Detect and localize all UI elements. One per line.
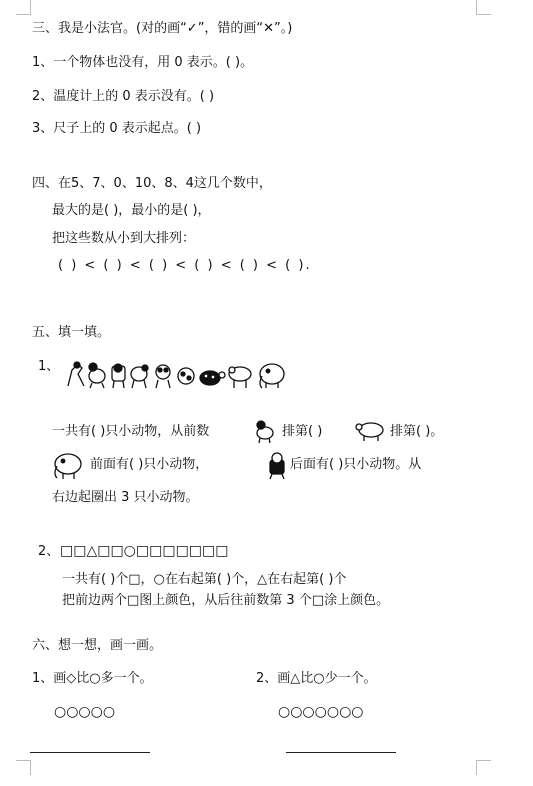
section-4-line-blanks: ( ) < ( ) < ( ) < ( ) < ( ) < ( ). [58,258,312,273]
section-5-question-1-text-d: 前面有( )只小动物， [90,457,209,472]
section-5-question-2-number: 2、 [38,544,60,559]
section-6-question-1: 1、画◇比○多一个。 [32,671,153,686]
section-4-line-max-min: 最大的是( )，最小的是( )， [52,203,211,218]
elephant-picture-inline [50,450,84,480]
section-6-circles-row-1: ○○○○○ [54,704,116,720]
corner-mark-top-right [476,0,491,15]
section-6-question-2: 2、画△比○少一个。 [256,671,377,686]
section-5-question-1-text-f: 右边起圈出 3 只小动物。 [52,490,199,505]
section-3-question-2: 2、温度计上的 0 表示没有。( ) [32,89,215,104]
section-3-title: 三、我是小法官。(对的画“✓”，错的画“✕”。) [32,21,293,36]
corner-mark-bottom-left [16,760,31,775]
section-5-question-2-shapes: □□△□□○□□□□□□□ [60,543,229,559]
animal-row-picture [62,356,292,390]
section-5-question-2-text-a: 一共有( )个□，○在右起第( )个，△在右起第( )个 [62,572,347,587]
answer-line-1 [30,752,150,753]
corner-mark-top-left [16,0,31,15]
sheep-picture-inline [354,420,386,442]
section-6-circles-row-2: ○○○○○○○ [278,704,364,720]
section-4-title: 四、在5、7、0、10、8、4这几个数中， [32,176,272,191]
section-5-question-1-text-c: 排第( )。 [390,424,444,439]
section-5-question-1-text-a: 一共有( )只小动物，从前数 [52,424,210,439]
answer-line-2 [286,752,396,753]
section-6-title: 六、想一想，画一画。 [32,638,163,653]
section-5-question-2-text-b: 把前边两个□图上颜色，从后往前数第 3 个□涂上颜色。 [62,593,390,608]
corner-mark-bottom-right [476,760,491,775]
cat-picture-inline [264,450,290,480]
section-5-question-1-number: 1、 [38,359,60,374]
section-4-line-order: 把这些数从小到大排列： [52,231,196,246]
dog-picture-inline [252,418,278,444]
section-5-question-1-text-b: 排第( ) [282,424,323,439]
section-5-question-1-text-e: 后面有( )只小动物。从 [290,457,422,472]
section-3-question-3: 3、尺子上的 0 表示起点。( ) [32,121,202,136]
section-5-title: 五、填一填。 [32,325,111,340]
section-3-question-1: 1、一个物体也没有，用 0 表示。( )。 [32,55,254,70]
